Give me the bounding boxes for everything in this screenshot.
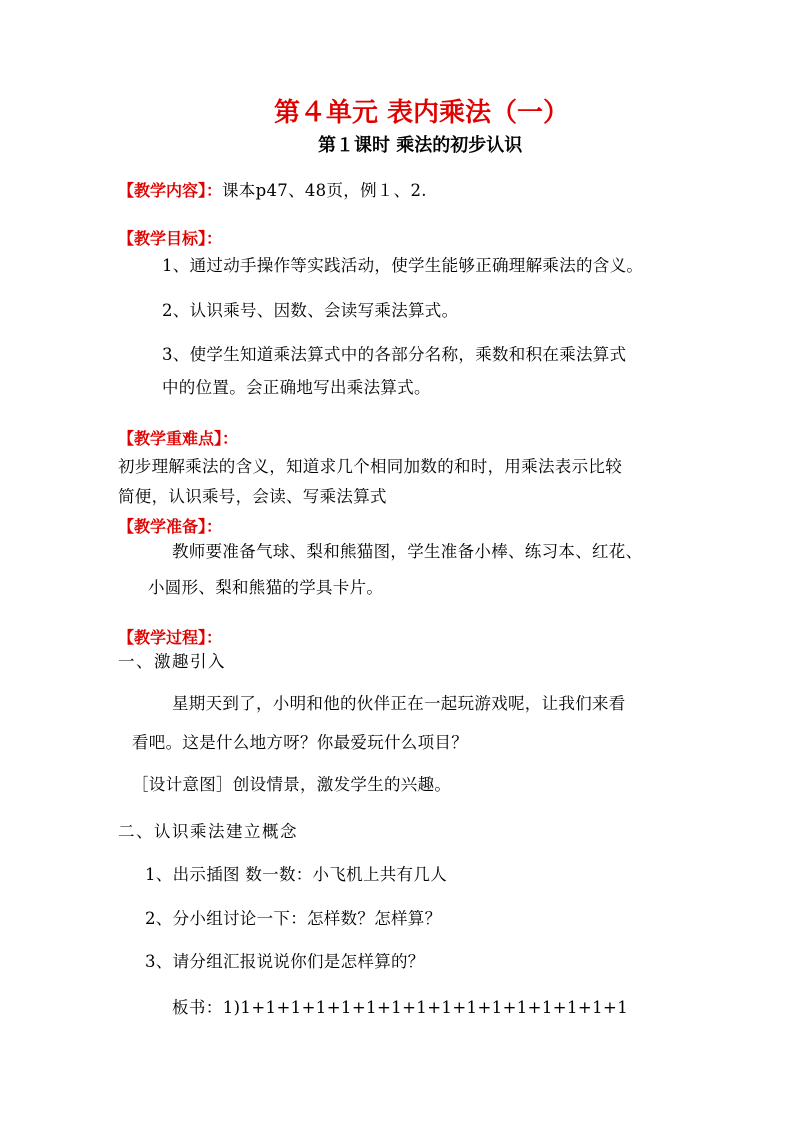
objective-item-3-continued: 中的位置。会正确地写出乘法算式。 bbox=[162, 378, 431, 397]
board-writing: 板书：1)1+1+1+1+1+1+1+1+1+1+1+1+1+1+1+1 bbox=[172, 998, 629, 1017]
key-points-line-2: 简便，认识乘号，会读、写乘法算式 bbox=[118, 487, 387, 506]
content-row bbox=[118, 177, 427, 201]
design-intent: ［设计意图］创设情景，激发学生的兴趣。 bbox=[132, 775, 452, 794]
process-heading: 【教学过程】： bbox=[118, 628, 223, 647]
objectives-heading: 【教学目标】： bbox=[118, 229, 223, 248]
preparation-heading: 【教学准备】： bbox=[118, 517, 223, 536]
preparation-line-2: 小圆形、梨和熊猫的学具卡片。 bbox=[148, 578, 384, 597]
step-3: 3、请分组汇报说说你们是怎样算的？ bbox=[145, 952, 425, 971]
part1-line-2: 看吧。这是什么地方呀？你最爱玩什么项目？ bbox=[132, 733, 468, 752]
key-points-line-1: 初步理解乘法的含义，知道求几个相同加数的和时，用乘法表示比较 bbox=[118, 457, 622, 476]
preparation-line-1: 教师要准备气球、梨和熊猫图，学生准备小棒、练习本、红花、 bbox=[172, 542, 643, 561]
lesson-subtitle: 第１课时 乘法的初步认识 bbox=[318, 135, 523, 156]
part2-title: 二、认识乘法建立概念 bbox=[118, 822, 298, 841]
content-heading: 【教学内容】： bbox=[118, 181, 223, 200]
key-points-heading: 【教学重难点】： bbox=[118, 429, 239, 448]
step-1: 1、出示插图 数一数：小飞机上共有几人 bbox=[145, 865, 447, 884]
step-2: 2、分小组讨论一下：怎样数？怎样算？ bbox=[145, 909, 442, 928]
objective-item-2: 2、认识乘号、因数、会读写乘法算式。 bbox=[162, 301, 459, 320]
content-text: 课本p47、48页，例１、2. bbox=[222, 181, 427, 200]
objective-item-1: 1、通过动手操作等实践活动，使学生能够正确理解乘法的含义。 bbox=[162, 256, 644, 275]
part1-title: 一、激趣引入 bbox=[118, 652, 226, 671]
page-title: 第４单元 表内乘法（一） bbox=[274, 98, 570, 128]
objective-item-3: 3、使学生知道乘法算式中的各部分名称，乘数和积在乘法算式 bbox=[162, 345, 627, 364]
part1-line-1: 星期天到了，小明和他的伙伴正在一起玩游戏呢，让我们来看 bbox=[172, 694, 626, 713]
